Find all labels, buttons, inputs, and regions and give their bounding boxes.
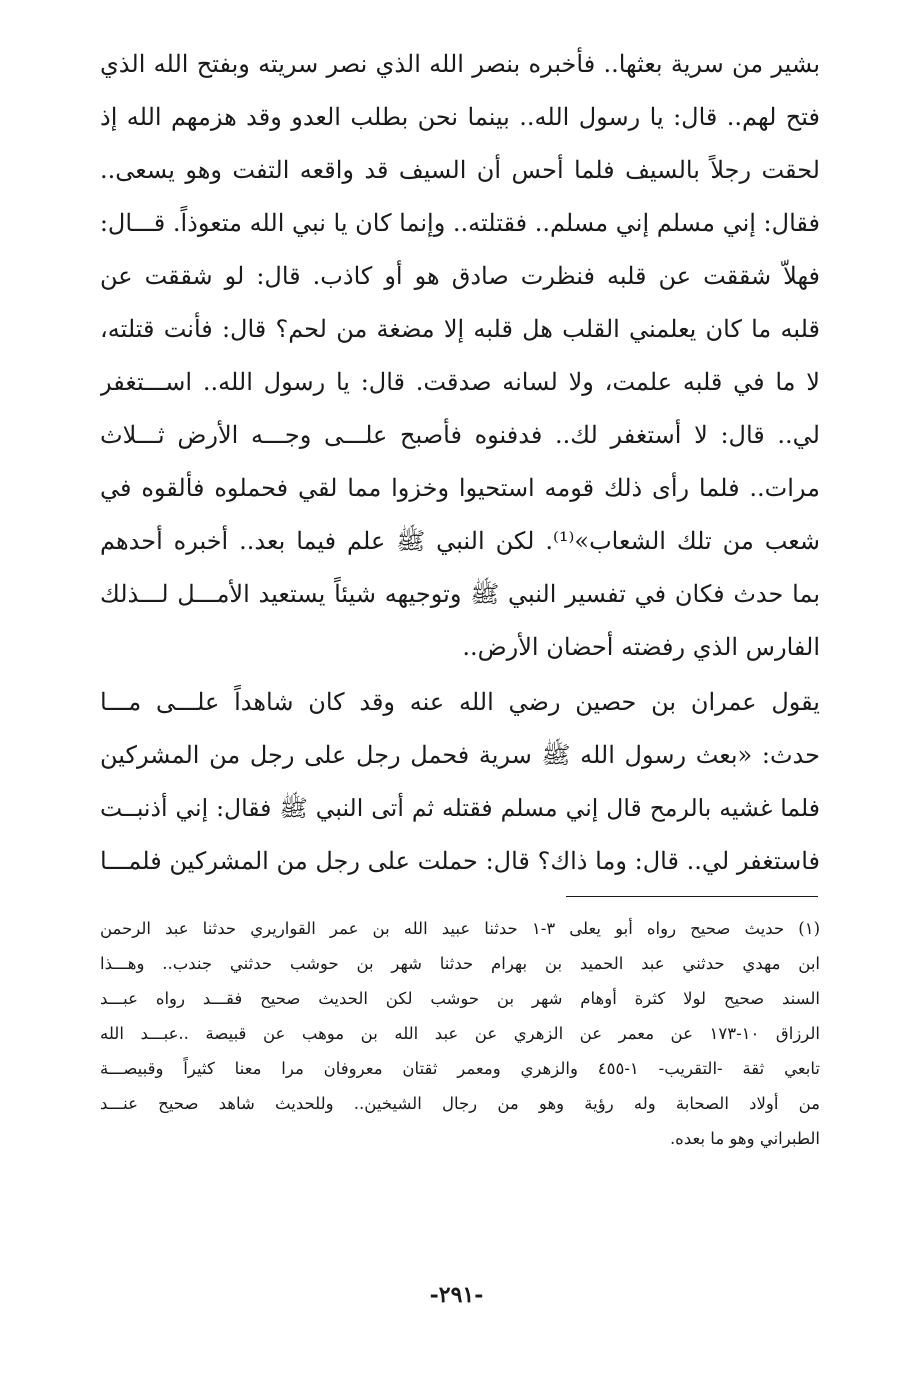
footnote-line: من أولاد الصحابة وله رؤية وهو من رجال الشيخين.. وللحديث شاهد صحيح عنـــد	[100, 1094, 820, 1113]
text-line: بشير من سرية بعثها.. فأخبره بنصر الله الذي نصر سريته وبفتح الله الذي	[100, 50, 820, 78]
body-paragraph	[100, 38, 820, 674]
text-line: فهلاّ شققت عن قلبه فنظرت صادق هو أو كاذب. قال: لو شققت عن	[100, 262, 820, 290]
body-paragraph	[100, 676, 820, 888]
text-line: لحقت رجلاً بالسيف فلما أحس أن السيف قد واقعه التفت وهو يسعى..	[100, 156, 820, 184]
footnote	[100, 911, 820, 1156]
text-line: فلما غشيه بالرمح قال إني مسلم فقتله ثم أتى النبي ﷺ فقال: إني أذنبــت	[100, 794, 820, 822]
footnote-line: (١) حديث صحيح رواه أبو يعلى ٣-١ حدثنا عبيد الله بن عمر القواريري حدثنا عبد الرحمن	[100, 919, 820, 938]
text-line: حدث: «بعث رسول الله ﷺ سرية فحمل رجل على رجل من المشركين	[100, 741, 820, 769]
text-line: بما حدث فكان في تفسير النبي ﷺ وتوجيهه شيئاً يستعيد الأمـــل لـــذلك	[100, 580, 820, 608]
footnote-line: الطبراني وهو ما بعده.	[669, 1129, 820, 1148]
text-line: قلبه ما كان يعلمني القلب هل قلبه إلا مضغة من لحم؟ قال: فأنت قتلته،	[100, 315, 820, 343]
text-line: شعب من تلك الشعاب»⁽¹⁾. لكن النبي ﷺ علم فيما بعد.. أخبره أحدهم	[100, 527, 820, 555]
footnote-line: ابن مهدي حدثني عبد الحميد بن بهرام حدثنا شهر بن حوشب حدثني جندب.. وهـــذا	[100, 954, 820, 973]
footnote-line: السند صحيح لولا كثرة أوهام شهر بن حوشب لكن الحديث صحيح فقـــد رواه عبـــد	[100, 989, 820, 1008]
text-line: لا ما في قلبه علمت، ولا لسانه صدقت. قال: يا رسول الله.. اســـتغفر	[100, 368, 820, 396]
footnote-divider	[566, 896, 818, 897]
page-number: -٢٩١-	[429, 1282, 484, 1308]
text-line: فقال: إني مسلم إني مسلم.. فقتلته.. وإنما كان يا نبي الله متعوذاً. قـــال:	[100, 209, 820, 237]
text-line: فاستغفر لي.. قال: وما ذاك؟ قال: حملت على رجل من المشركين فلمـــا	[100, 847, 820, 875]
footnote-line: الرزاق ١٠-١٧٣ عن معمر عن الزهري عن عبد الله بن موهب عن قبيصة ..عبـــد الله	[100, 1024, 820, 1043]
text-line: الفارس الذي رفضته أحضان الأرض..	[462, 633, 820, 661]
text-line: يقول عمران بن حصين رضي الله عنه وقد كان شاهداً علـــى مـــا	[100, 688, 820, 716]
text-line: مرات.. فلما رأى ذلك قومه استحيوا وخزوا مما لقي فحملوه فألقوه في	[100, 474, 820, 502]
footnote-line: تابعي ثقة -التقريب- ١-٤٥٥ والزهري ومعمر ثقتان معروفان مرا معنا كثيراً وقبيصـــة	[100, 1059, 820, 1078]
text-line: فتح لهم.. قال: يا رسول الله.. بينما نحن بطلب العدو وقد هزمهم الله إذ	[100, 103, 820, 131]
text-line: لي.. قال: لا أستغفر لك.. فدفنوه فأصبح علـــى وجـــه الأرض ثـــلاث	[100, 421, 820, 449]
